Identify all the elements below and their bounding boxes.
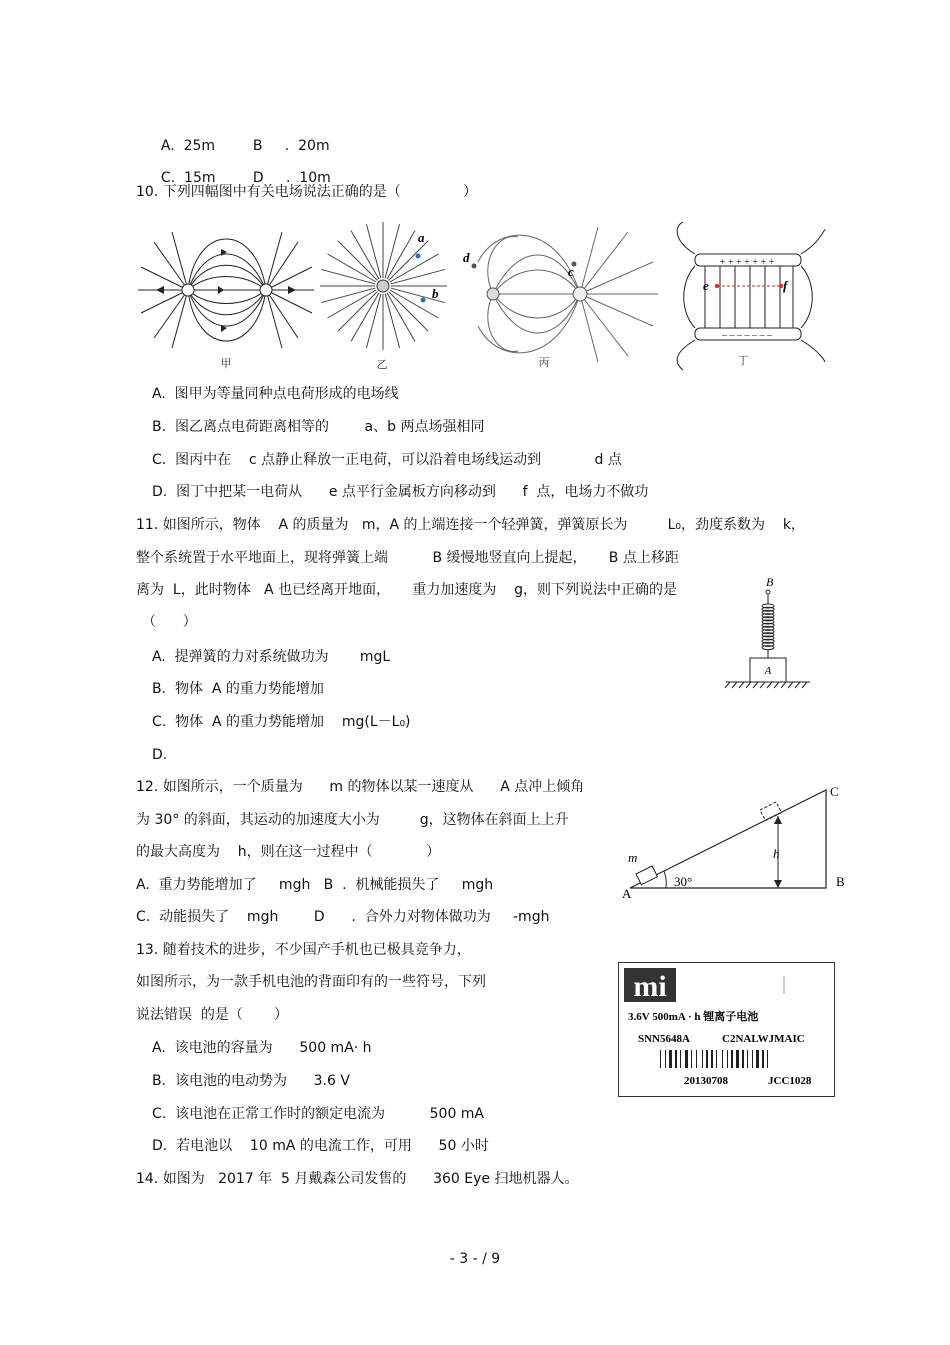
q13-line-1: 13. 随着技术的进步，不少国产手机也已极具竞争力， — [136, 942, 471, 958]
q11-line-2: 整个系统置于水平地面上，现将弹簧上端 B 缓慢地竖直向上提起， B 点上移距 — [136, 550, 679, 566]
battery-date: 20130708 — [684, 1075, 728, 1087]
incline-label-m: m — [628, 850, 638, 865]
caption-ding: 丁 — [737, 354, 749, 367]
q10-option-a: A. 图甲为等量同种点电荷形成的电场线 — [152, 386, 399, 402]
incline-label-a: A — [622, 886, 632, 900]
page-footer: - 3 - / 9 — [449, 1251, 501, 1267]
spring-label-a: A — [764, 665, 772, 677]
spring-label-b: B — [766, 575, 774, 589]
q11-option-d: D. — [152, 747, 168, 763]
incline-label-h: h — [773, 846, 780, 861]
mi-logo-text: mi — [633, 970, 667, 1003]
q11-line-4: （ ） — [142, 614, 197, 630]
label-a: a — [418, 230, 425, 245]
q10-stem: 10. 下列四幅图中有关电场说法正确的是（ ） — [136, 184, 478, 200]
figure-jia — [136, 222, 316, 372]
q13-option-d: D. 若电池以 10 mA 的电流工作，可用 50 小时 — [152, 1138, 489, 1154]
q9-option-c: C. 15m — [160, 170, 216, 186]
q12-option-cd: C. 动能损失了 mgh D . 合外力对物体做功为 -mgh — [136, 909, 550, 925]
q12-line-1: 12. 如图所示，一个质量为 m 的物体以某一速度从 A 点冲上倾角 — [136, 779, 585, 795]
incline-label-c: C — [830, 784, 839, 799]
caption-bing: 丙 — [538, 356, 550, 369]
q11-option-b: B. 物体 A 的重力势能增加 — [152, 681, 324, 697]
q13-option-c: C. 该电池在正常工作时的额定电流为 500 mA — [152, 1106, 485, 1122]
q13-line-3: 说法错误 的是（ ） — [136, 1007, 289, 1023]
q13-line-2: 如图所示，为一款手机电池的背面印有的一些符号，下列 — [136, 974, 486, 990]
caption-yi: 乙 — [376, 358, 388, 371]
figure-spring — [722, 574, 812, 694]
q13-option-a: A. 该电池的容量为 500 mA· h — [152, 1040, 372, 1056]
incline-label-angle: 30° — [674, 874, 693, 889]
figure-incline — [618, 780, 853, 900]
q12-line-2: 为 30° 的斜面，其运动的加速度大小为 g，这物体在斜面上上升 — [136, 812, 569, 828]
battery-code: C2NALWJMAIC — [722, 1033, 805, 1045]
label-b: b — [432, 286, 439, 301]
svg-text:+ + + + + + +: + + + + + + + — [719, 257, 775, 268]
figure-bing — [458, 222, 663, 372]
q12-option-ab: A. 重力势能增加了 mgh B . 机械能损失了 mgh — [136, 877, 494, 893]
q11-line-1: 11. 如图所示，物体 A 的质量为 m，A 的上端连接一个轻弹簧，弹簧原长为 L₀，劲度系数为 k， — [136, 517, 805, 533]
q11-option-c: C. 物体 A 的重力势能增加 mg(L－L₀) — [152, 714, 411, 730]
q9-option-b: B . 20m — [252, 138, 330, 154]
q10-option-c: C. 图丙中在 c 点静止释放一正电荷，可以沿着电场线运动到 d 点 — [152, 452, 622, 468]
q12-line-3: 的最大高度为 h，则在这一过程中（ ） — [136, 844, 441, 860]
battery-serial: JCC1028 — [768, 1075, 812, 1087]
label-d: d — [463, 250, 470, 265]
battery-model: SNN5648A — [638, 1033, 690, 1045]
figure-ding — [665, 222, 830, 372]
q13-option-b: B. 该电池的电动势为 3.6 V — [152, 1073, 350, 1089]
label-e: e — [703, 278, 709, 293]
q11-line-3: 离为 L，此时物体 A 也已经离开地面， 重力加速度为 g，则下列说法中正确的是 — [136, 582, 678, 598]
q10-option-d: D. 图丁中把某一电荷从 e 点平行金属板方向移动到 f 点，电场力不做功 — [152, 484, 649, 500]
label-c: c — [568, 264, 574, 279]
q10-option-b: B. 图乙离点电荷距离相等的 a、b 两点场强相同 — [152, 419, 485, 435]
svg-text:– – – – – – –: – – – – – – – — [722, 330, 772, 341]
battery-row-1: 3.6V 500mA · h 锂离子电池 — [628, 1011, 759, 1023]
q9-option-a: A. 25m — [160, 138, 216, 154]
caption-jia: 甲 — [220, 357, 232, 370]
battery-label-figure — [618, 962, 836, 1098]
incline-label-b: B — [836, 874, 845, 889]
q9-option-d: D . 10m — [252, 170, 331, 186]
figure-yi — [320, 214, 455, 372]
q14-stem: 14. 如图为 2017 年 5 月戴森公司发售的 360 Eye 扫地机器人。 — [136, 1171, 579, 1187]
q11-option-a: A. 提弹簧的力对系统做功为 mgL — [152, 649, 391, 665]
label-f: f — [783, 278, 788, 293]
